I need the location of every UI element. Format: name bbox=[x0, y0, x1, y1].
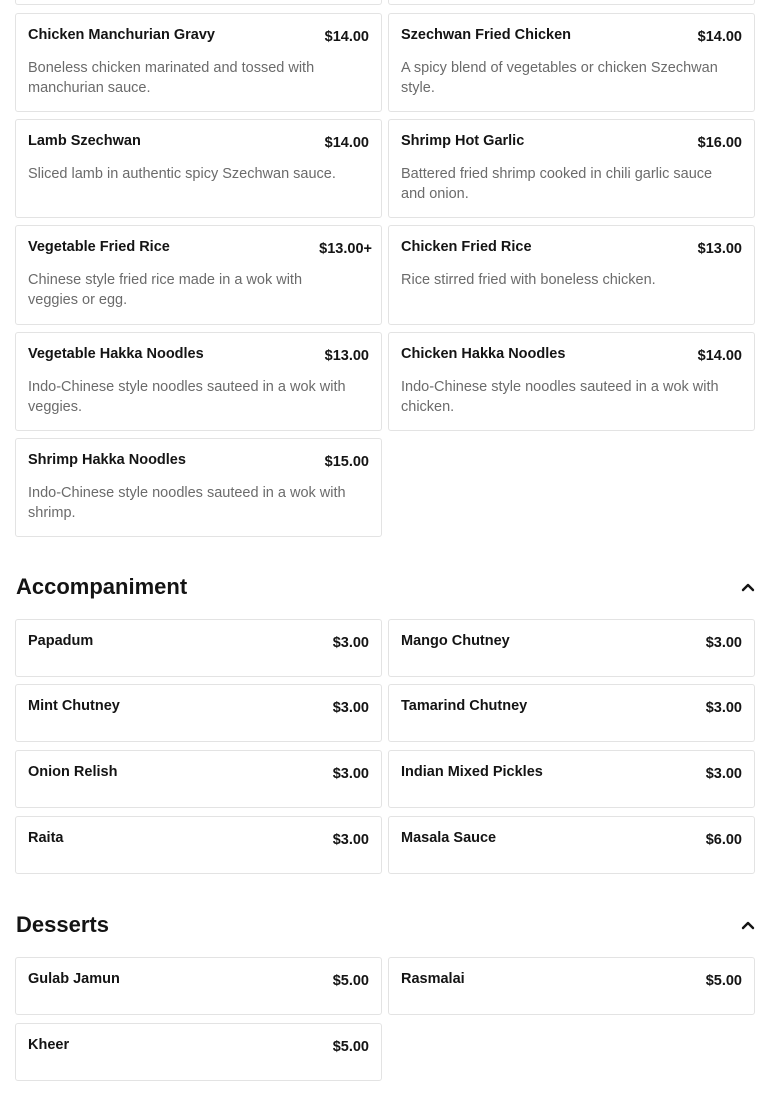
menu-item-name: Indian Mixed Pickles bbox=[401, 764, 543, 780]
menu-item-name: Masala Sauce bbox=[401, 830, 497, 846]
menu-item-card[interactable] bbox=[388, 13, 755, 112]
menu-item-card[interactable] bbox=[15, 0, 382, 5]
menu-item-name: Gulab Jamun bbox=[28, 971, 120, 987]
menu-item-card[interactable] bbox=[15, 684, 382, 742]
menu-item-description: Battered fried shrimp cooked in chili garlic sauce and onion. bbox=[401, 166, 713, 202]
menu-item-name: Tamarind Chutney bbox=[401, 698, 528, 714]
menu-item-price: $14.00 bbox=[324, 135, 369, 151]
menu-item-price: $15.00 bbox=[324, 454, 369, 470]
menu-item-name: Vegetable Hakka Noodles bbox=[28, 346, 204, 362]
menu-item-price: $13.00 bbox=[697, 241, 742, 257]
menu-item-name: Chicken Manchurian Gravy bbox=[28, 27, 215, 43]
menu-item-name: Chicken Fried Rice bbox=[401, 239, 532, 255]
menu-item-card[interactable] bbox=[15, 957, 382, 1015]
menu-item-name: Mango Chutney bbox=[401, 633, 510, 649]
section-header-desserts[interactable] bbox=[16, 912, 756, 938]
menu-item-card[interactable] bbox=[15, 1023, 382, 1081]
menu-item-card[interactable] bbox=[15, 332, 382, 431]
menu-item-price: $13.00+ bbox=[319, 241, 372, 257]
menu-item-price: $3.00 bbox=[332, 766, 369, 782]
menu-item-description: A spicy blend of vegetables or chicken Szechwan style. bbox=[401, 60, 718, 96]
menu-item-name: Rasmalai bbox=[401, 971, 465, 987]
menu-item-name: Vegetable Fried Rice bbox=[28, 239, 170, 255]
menu-item-price: $3.00 bbox=[705, 635, 742, 651]
section-header-accompaniment[interactable] bbox=[16, 574, 756, 600]
menu-item-card[interactable] bbox=[388, 119, 755, 218]
menu-item-card[interactable] bbox=[15, 438, 382, 537]
menu-item-name: Raita bbox=[28, 830, 64, 846]
menu-item-name: Chicken Hakka Noodles bbox=[401, 346, 566, 362]
menu-item-price: $5.00 bbox=[332, 973, 369, 989]
chevron-up-icon[interactable] bbox=[740, 579, 756, 595]
menu-item-card[interactable] bbox=[388, 684, 755, 742]
menu-item-description: Boneless chicken marinated and tossed with manchurian sauce. bbox=[28, 60, 315, 96]
menu-item-card[interactable] bbox=[388, 957, 755, 1015]
menu-item-name: Szechwan Fried Chicken bbox=[401, 27, 572, 43]
menu-item-name: Onion Relish bbox=[28, 764, 118, 780]
menu-item-price: $3.00 bbox=[332, 832, 369, 848]
menu-item-price: $3.00 bbox=[332, 700, 369, 716]
menu-item-price: $6.00 bbox=[705, 832, 742, 848]
menu-item-card[interactable] bbox=[388, 332, 755, 431]
menu-item-name: Shrimp Hakka Noodles bbox=[28, 452, 186, 468]
menu-item-card[interactable] bbox=[15, 13, 382, 112]
menu-item-card[interactable] bbox=[388, 225, 755, 325]
chevron-up-icon[interactable] bbox=[740, 917, 756, 933]
menu-item-card[interactable] bbox=[388, 816, 755, 874]
menu-item-name: Mint Chutney bbox=[28, 698, 120, 714]
menu-item-name: Shrimp Hot Garlic bbox=[401, 133, 525, 149]
menu-item-card[interactable] bbox=[15, 750, 382, 808]
menu-item-price: $14.00 bbox=[324, 29, 369, 45]
section-title: Accompaniment bbox=[16, 574, 188, 599]
menu-item-description: Chinese style fried rice made in a wok with veggies or egg. bbox=[28, 272, 303, 308]
menu-item-description: Rice stirred fried with boneless chicken. bbox=[401, 272, 656, 288]
section-title: Desserts bbox=[16, 912, 109, 937]
menu-item-description: Indo-Chinese style noodles sauteed in a wok with shrimp. bbox=[28, 485, 346, 521]
menu-item-card[interactable] bbox=[388, 750, 755, 808]
menu-item-name: Kheer bbox=[28, 1037, 70, 1053]
menu-item-price: $3.00 bbox=[705, 766, 742, 782]
menu-item-price: $3.00 bbox=[332, 635, 369, 651]
menu-item-card[interactable] bbox=[388, 619, 755, 677]
menu-item-name: Papadum bbox=[28, 633, 94, 649]
menu-item-price: $16.00 bbox=[697, 135, 742, 151]
menu-item-price: $14.00 bbox=[697, 29, 742, 45]
menu-item-price: $13.00 bbox=[324, 348, 369, 364]
menu-item-description: Sliced lamb in authentic spicy Szechwan sauce. bbox=[28, 166, 336, 182]
menu-item-card[interactable] bbox=[15, 619, 382, 677]
menu-item-card[interactable] bbox=[15, 119, 382, 218]
menu-item-description: Indo-Chinese style noodles sauteed in a wok with chicken. bbox=[401, 379, 719, 415]
menu-item-price: $5.00 bbox=[332, 1039, 369, 1055]
menu-item-card[interactable] bbox=[15, 225, 382, 325]
menu-item-card[interactable] bbox=[388, 0, 755, 5]
menu-item-price: $3.00 bbox=[705, 700, 742, 716]
menu-item-name: Lamb Szechwan bbox=[28, 133, 141, 149]
menu-item-price: $14.00 bbox=[697, 348, 742, 364]
menu-item-price: $5.00 bbox=[705, 973, 742, 989]
menu-item-card[interactable] bbox=[15, 816, 382, 874]
menu-item-description: Indo-Chinese style noodles sauteed in a wok with veggies. bbox=[28, 379, 346, 415]
